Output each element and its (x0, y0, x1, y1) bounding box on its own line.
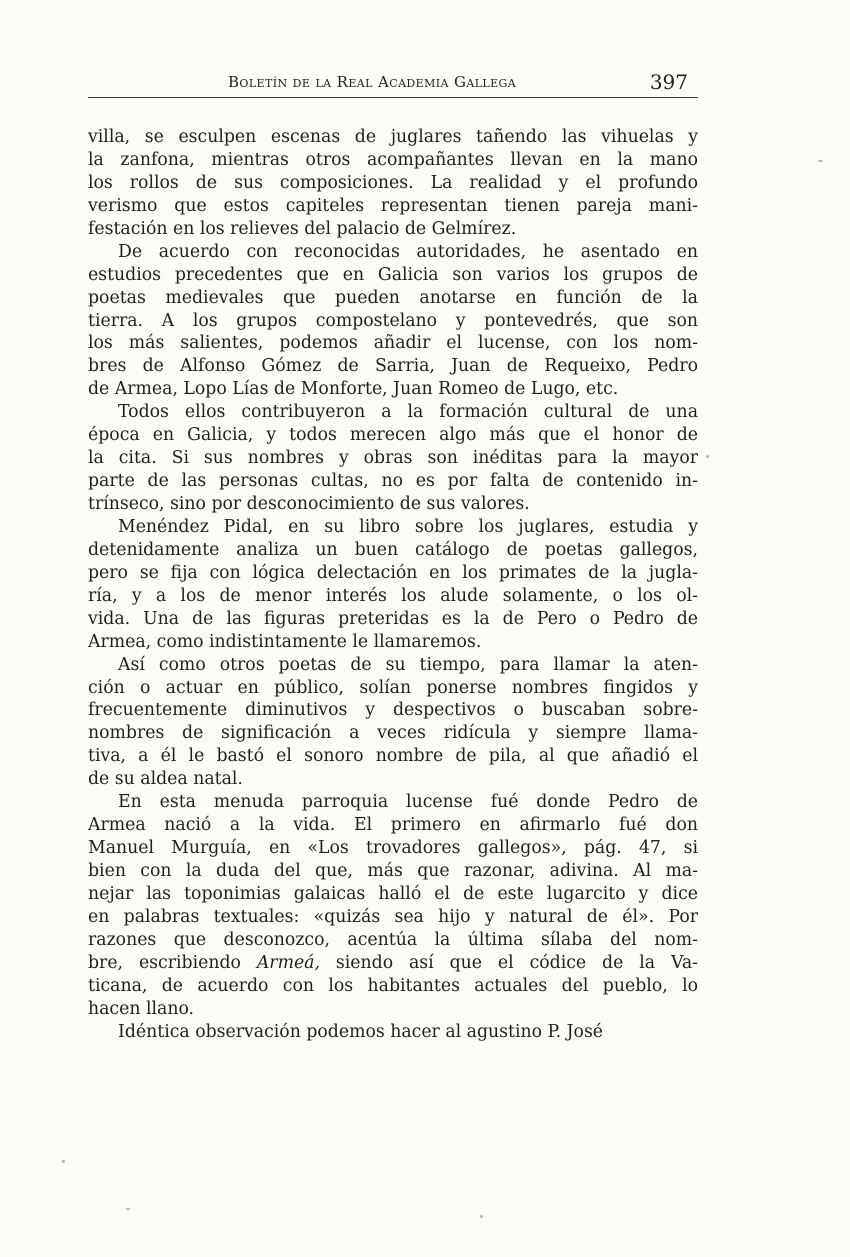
text-segment: bre, escribiendo (88, 952, 241, 973)
text-line: bien con la duda del que, más que razonar, adivina. Al ma- (88, 861, 698, 881)
text-line: la zanfona, mientras otros acompañantes llevan en la mano (88, 149, 698, 170)
paragraph-start-line: Así como otros poetas de su tiempo, para llamar la aten- (118, 654, 698, 675)
text-line: tiva, a él le bastó el sonoro nombre de pila, al que añadió el (88, 746, 698, 767)
text-line: ción o actuar en público, solían ponerse nombres fingidos y (88, 677, 698, 698)
text-line: los más salientes, podemos añadir el lucense, con los nom- (88, 333, 698, 354)
running-header (88, 70, 698, 94)
paragraph-start-line: Idéntica observación podemos hacer al agustino P. José (118, 1021, 604, 1042)
text-line: de Armea, Lopo Lías de Monforte, Juan Romeo de Lugo, etc. (88, 379, 619, 400)
paragraph-start-line: En esta menuda parroquia lucense fué donde Pedro de (118, 792, 698, 813)
text-line: ticana, de acuerdo con los habitantes actuales del pueblo, lo (88, 975, 698, 996)
header-rule (88, 97, 698, 98)
text-line: nejar las toponimias galaicas halló el de este lugarcito y dice (88, 883, 698, 904)
text-line: Armea, como indistintamente le llamaremos. (88, 631, 482, 652)
text-line: parte de las personas cultas, no es por falta de contenido in- (88, 471, 698, 492)
text-line: época en Galicia, y todos merecen algo más que el honor de (88, 425, 698, 446)
scan-speck (126, 1208, 130, 1210)
text-line: vida. Una de las figuras preteridas es la de Pero o Pedro de (88, 608, 698, 629)
text-line: de su aldea natal. (88, 769, 243, 790)
journal-title: Boletín de la Real Academia Gallega (228, 73, 517, 91)
text-line: hacen llano. (88, 998, 195, 1019)
text-line: Armea nació a la vida. El primero en afirmarlo fué don (88, 815, 698, 836)
text-line (88, 952, 698, 975)
text-line: bres de Alfonso Gómez de Sarria, Juan de Requeixo, Pedro (88, 356, 698, 377)
text-line: estudios precedentes que en Galicia son varios los grupos de (88, 264, 698, 285)
text-line: Manuel Murguía, en «Los trovadores gallegos», pág. 47, si (88, 838, 698, 859)
text-line: villa, se esculpen escenas de juglares tañendo las vihuelas y (88, 127, 698, 147)
text-line: festación en los relieves del palacio de Gelmírez. (88, 218, 517, 239)
text-line: en palabras textuales: «quizás sea hijo y natural de él». Por (88, 906, 698, 927)
text-line: nombres de significación a veces ridícula y siempre llama- (88, 723, 698, 744)
text-line: ría, y a los de menor interés los alude solamente, o los ol- (88, 585, 698, 606)
text-line: la cita. Si sus nombres y obras son inéditas para la mayor (88, 448, 698, 469)
page-number: 397 (649, 70, 688, 94)
text-line: pero se fija con lógica delectación en los primates de la jugla- (88, 562, 698, 583)
text-line: frecuentemente diminutivos y despectivos o buscaban sobre- (88, 700, 698, 721)
italic-word: Armeá, (256, 952, 320, 973)
scan-speck (818, 160, 823, 162)
scan-speck (706, 455, 709, 458)
text-line: trínseco, sino por desconocimiento de sus valores. (88, 494, 530, 514)
text-line: razones que desconozco, acentúa la última sílaba del nom- (88, 929, 698, 950)
text-line: detenidamente analiza un buen catálogo de poetas gallegos, (88, 539, 698, 560)
scan-speck (62, 1160, 65, 1163)
paragraph-start-line: De acuerdo con reconocidas autoridades, he asentado en (118, 241, 698, 262)
paragraph-start-line: Todos ellos contribuyeron a la formación cultural de una (118, 402, 698, 423)
scan-speck (480, 1215, 483, 1218)
body-text (88, 126, 698, 1044)
text-line: los rollos de sus composiciones. La realidad y el profundo (88, 172, 698, 193)
text-line: tierra. A los grupos compostelano y pontevedrés, que son (88, 310, 698, 331)
text-segment: siendo así que el códice de la Va- (335, 952, 698, 973)
text-line: verismo que estos capiteles representan tienen pareja mani- (88, 195, 698, 216)
text-line: poetas medievales que pueden anotarse en función de la (88, 287, 698, 308)
paragraph-start-line: Menéndez Pidal, en su libro sobre los juglares, estudia y (118, 516, 698, 537)
